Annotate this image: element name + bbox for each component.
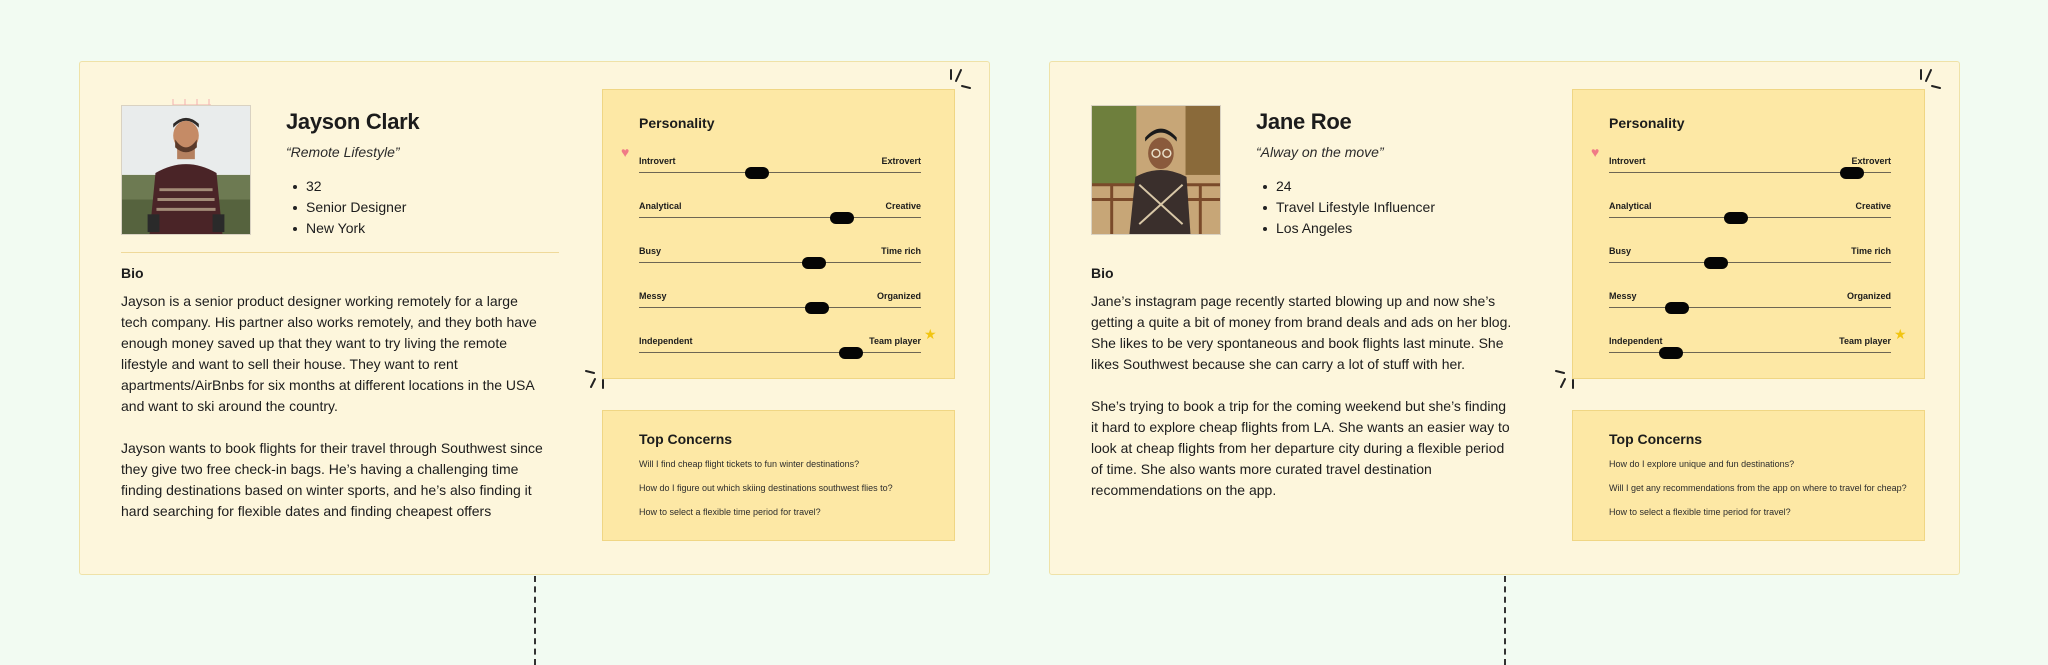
slider-knob[interactable] bbox=[1840, 167, 1864, 179]
sparkle-doodle-icon bbox=[1918, 70, 1948, 94]
slider-knob[interactable] bbox=[745, 167, 769, 179]
fact-occupation: Senior Designer bbox=[286, 197, 406, 218]
fact-location: New York bbox=[286, 218, 406, 239]
trait-left-label: Independent bbox=[1609, 336, 1663, 346]
trait-right-label: Extrovert bbox=[1851, 156, 1891, 166]
bio-text bbox=[1091, 291, 1516, 501]
concerns-title: Top Concerns bbox=[639, 431, 733, 447]
slider-track bbox=[639, 262, 921, 263]
heart-icon: ♥ bbox=[1591, 144, 1600, 160]
trait-left-label: Messy bbox=[1609, 291, 1637, 301]
trait-right-label: Organized bbox=[1846, 291, 1891, 301]
concern-item: Will I get any recommendations from the app on where to travel for cheap? bbox=[1609, 483, 1907, 493]
trait-right-label: Team player bbox=[869, 336, 921, 346]
trait-right-label: Time rich bbox=[881, 246, 921, 256]
bio-paragraph: She’s trying to book a trip for the coming weekend but she’s finding it hard to explore cheap flights from LA. She wants an easier way to look at cheap flights from her departure city during a flexible period of time. She also wants more curated travel destination recommendations on the app. bbox=[1091, 398, 1510, 498]
persona-tagline: “Alway on the move” bbox=[1256, 144, 1384, 160]
bio-text bbox=[121, 291, 546, 522]
avatar bbox=[1091, 105, 1221, 235]
slider-track bbox=[1609, 352, 1891, 353]
slider-knob[interactable] bbox=[1724, 212, 1748, 224]
slider-knob[interactable] bbox=[830, 212, 854, 224]
trait-left-label: Introvert bbox=[1609, 156, 1646, 166]
slider-track bbox=[1609, 307, 1891, 308]
flow-connector bbox=[1504, 576, 1506, 665]
trait-messy-organized bbox=[1609, 291, 1891, 315]
sparkle-doodle-icon bbox=[948, 70, 978, 94]
personality-panel bbox=[1572, 89, 1925, 379]
star-icon: ★ bbox=[1894, 326, 1907, 342]
concern-item: Will I find cheap flight tickets to fun winter destinations? bbox=[639, 459, 860, 469]
slider-track bbox=[1609, 217, 1891, 218]
slider-knob[interactable] bbox=[839, 347, 863, 359]
trait-left-label: Analytical bbox=[1609, 201, 1652, 211]
fact-location: Los Angeles bbox=[1256, 218, 1435, 239]
concerns-panel bbox=[602, 410, 955, 541]
trait-introvert-extrovert bbox=[639, 156, 921, 180]
trait-left-label: Analytical bbox=[639, 201, 682, 211]
slider-knob[interactable] bbox=[1659, 347, 1683, 359]
slider-knob[interactable] bbox=[1665, 302, 1689, 314]
heart-icon: ♥ bbox=[621, 144, 630, 160]
trait-right-label: Team player bbox=[1839, 336, 1891, 346]
trait-analytical-creative bbox=[1609, 201, 1891, 225]
concern-item: How do I explore unique and fun destinations? bbox=[1609, 459, 1795, 469]
slider-knob[interactable] bbox=[1704, 257, 1728, 269]
concern-item: How to select a flexible time period for travel? bbox=[639, 507, 821, 517]
flow-connector bbox=[534, 576, 536, 665]
star-icon: ★ bbox=[924, 326, 937, 342]
trait-left-label: Busy bbox=[1609, 246, 1632, 256]
slider-track bbox=[1609, 262, 1891, 263]
avatar bbox=[121, 105, 251, 235]
bio-paragraph: Jayson wants to book flights for their travel through Southwest since they give two free check-in bags. He’s having a challenging time finding destinations based on winter sports, and he’s also finding it hard searching for flexible dates and finding cheapest offers bbox=[121, 440, 543, 519]
trait-left-label: Busy bbox=[639, 246, 662, 256]
persona-name: Jayson Clark bbox=[286, 109, 420, 134]
bio-paragraph: Jayson is a senior product designer working remotely for a large tech company. His partner also works remotely, and they both have enough money saved up that they want to try living the remote lifestyle and want to sell their house. They want to rent apartments/AirBnbs for six months at different locations in the USA and want to ski around the country. bbox=[121, 293, 537, 414]
bio-paragraph: Jane’s instagram page recently started blowing up and now she’s getting a quite a bit of money from brand deals and ads on her blog. She likes to be very spontaneous and book flights last minute. She likes Southwest because she can carry a lot of stuff with her. bbox=[1091, 293, 1512, 372]
fact-age: 24 bbox=[1256, 176, 1435, 197]
slider-track bbox=[639, 352, 921, 353]
concern-item: How do I figure out which skiing destinations southwest flies to? bbox=[639, 483, 893, 493]
trait-analytical-creative bbox=[639, 201, 921, 225]
trait-right-label: Organized bbox=[876, 291, 921, 301]
slider-knob[interactable] bbox=[802, 257, 826, 269]
trait-messy-organized bbox=[639, 291, 921, 315]
trait-independent-teamplayer bbox=[1609, 336, 1891, 360]
trait-busy-timerich bbox=[1609, 246, 1891, 270]
fact-age: 32 bbox=[286, 176, 406, 197]
trait-busy-timerich bbox=[639, 246, 921, 270]
persona-facts bbox=[1256, 176, 1435, 239]
slider-track bbox=[639, 172, 921, 173]
persona-facts bbox=[286, 176, 406, 239]
trait-independent-teamplayer bbox=[639, 336, 921, 360]
fact-occupation: Travel Lifestyle Influencer bbox=[1256, 197, 1435, 218]
personality-panel bbox=[602, 89, 955, 379]
bio-title: Bio bbox=[121, 265, 144, 281]
trait-left-label: Introvert bbox=[639, 156, 676, 166]
personality-title: Personality bbox=[1609, 115, 1685, 131]
persona-name: Jane Roe bbox=[1256, 109, 1352, 134]
trait-left-label: Messy bbox=[639, 291, 667, 301]
sparkle-doodle-icon bbox=[1555, 370, 1583, 394]
personality-title: Personality bbox=[639, 115, 715, 131]
divider bbox=[121, 252, 559, 253]
trait-right-label: Extrovert bbox=[881, 156, 921, 166]
slider-track bbox=[639, 307, 921, 308]
slider-track bbox=[639, 217, 921, 218]
concern-item: How to select a flexible time period for travel? bbox=[1609, 507, 1791, 517]
bio-title: Bio bbox=[1091, 265, 1114, 281]
trait-right-label: Creative bbox=[1855, 201, 1891, 211]
trait-introvert-extrovert bbox=[1609, 156, 1891, 180]
persona-tagline: “Remote Lifestyle” bbox=[286, 144, 400, 160]
trait-right-label: Creative bbox=[885, 201, 921, 211]
trait-left-label: Independent bbox=[639, 336, 693, 346]
persona-card-jane bbox=[1049, 61, 1960, 575]
concerns-title: Top Concerns bbox=[1609, 431, 1703, 447]
concerns-panel bbox=[1572, 410, 1925, 541]
sparkle-doodle-icon bbox=[585, 370, 613, 394]
trait-right-label: Time rich bbox=[1851, 246, 1891, 256]
slider-knob[interactable] bbox=[805, 302, 829, 314]
persona-card-jayson bbox=[79, 61, 990, 575]
